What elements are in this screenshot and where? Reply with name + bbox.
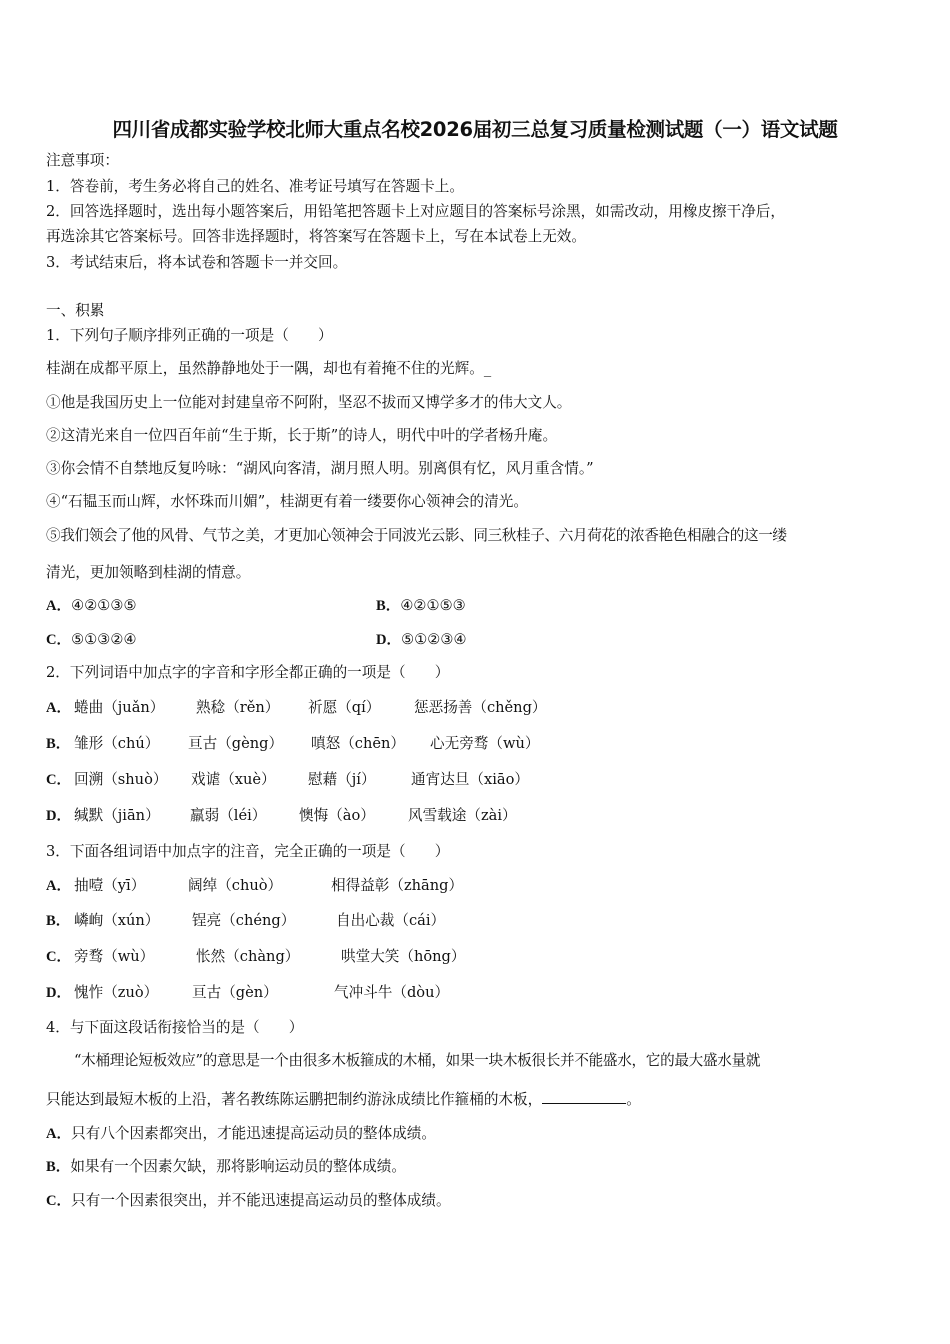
q1-option-c[interactable]: C．⑤①③②④ [46, 631, 137, 648]
notice-item-3: 3．考试结束后，将本试卷和答题卡一并交回。 [46, 254, 348, 271]
question-1-stem: 1．下列句子顺序排列正确的一项是（ ） [46, 327, 333, 344]
notice-item-2: 2．回答选择题时，选出每小题答案后，用铅笔把答题卡上对应题目的答案标号涂黑，如需改动，用橡皮擦干净后， [46, 203, 785, 220]
option-word: 自出心裁（cái） [336, 912, 446, 929]
option-word: 气冲斗牛（dòu） [334, 984, 450, 1001]
option-word: 懊悔（ào） [299, 807, 375, 824]
option-word: 熟稔（rěn） [196, 699, 280, 716]
notice-item-1: 1．答卷前，考生务必将自己的姓名、准考证号填写在答题卡上。 [46, 178, 464, 195]
option-word: 惩恶扬善（chěng） [414, 699, 547, 716]
question-4-passage: “木桶理论短板效应”的意思是一个由很多木板箍成的木桶，如果一块木板很长并不能盛水，它的最大盛水量就 [74, 1052, 761, 1069]
question-1-sentence-3: ③你会情不自禁地反复吟咏：“湖风向客清，湖月照人明。别离俱有忆，风月重含情。” [46, 460, 594, 477]
option-letter: A． [46, 878, 72, 894]
question-1-sentence-4: ④“石韫玉而山辉，水怀珠而川媚”，桂湖更有着一缕要你心领神会的清光。 [46, 493, 528, 510]
question-4-stem: 4．与下面这段话衔接恰当的是（ ） [46, 1019, 304, 1036]
q1-option-d[interactable]: D．⑤①②③④ [376, 631, 467, 648]
option-word: 嗔怒（chēn） [311, 735, 405, 752]
option-letter: B． [46, 913, 71, 929]
question-3-stem: 3．下面各组词语中加点字的注音，完全正确的一项是（ ） [46, 843, 450, 860]
option-word: 阔绰（chuò） [188, 877, 283, 894]
option-word: 嶙峋（xún） [74, 912, 160, 929]
section-heading: 一、积累 [46, 302, 105, 319]
option-word: 怅然（chàng） [196, 948, 300, 965]
answer-blank[interactable] [542, 1089, 626, 1104]
question-1-sentence-5-cont: 清光，更加领略到桂湖的情意。 [46, 564, 251, 581]
option-word: 亘古（gèng） [188, 735, 284, 752]
question-1-sentence-5: ⑤我们领会了他的风骨、气节之美，才更加心领神会于同波光云影、同三秋桂子、六月荷花的浓香艳色相融合的这一缕 [46, 527, 787, 544]
notice-heading: 注意事项： [46, 152, 119, 169]
option-word: 雏形（chú） [74, 735, 160, 752]
option-letter: C． [46, 772, 72, 788]
option-word: 亘古（gèn） [192, 984, 278, 1001]
option-word: 蜷曲（juǎn） [74, 699, 165, 716]
option-word: 戏谑（xuè） [191, 771, 276, 788]
option-word: 愧怍（zuò） [74, 984, 159, 1001]
question-1-sentence-1: ①他是我国历史上一位能对封建皇帝不阿附，坚忍不拔而又博学多才的伟大文人。 [46, 394, 572, 411]
q4-option-c[interactable]: C．只有一个因素很突出，并不能迅速提高运动员的整体成绩。 [46, 1192, 451, 1209]
option-letter: C． [46, 949, 72, 965]
q4-option-b[interactable]: B．如果有一个因素欠缺，那将影响运动员的整体成绩。 [46, 1158, 406, 1175]
option-letter: D． [46, 985, 72, 1001]
q1-option-a[interactable]: A．④②①③⑤ [46, 597, 137, 614]
q4-option-a[interactable]: A．只有八个因素都突出，才能迅速提高运动员的整体成绩。 [46, 1125, 436, 1142]
option-word: 心无旁骛（wù） [430, 735, 540, 752]
option-word: 羸弱（léi） [190, 807, 267, 824]
option-letter: B． [46, 736, 71, 752]
option-letter: D． [46, 808, 72, 824]
option-word: 锃亮（chéng） [192, 912, 296, 929]
option-word: 祈愿（qí） [308, 699, 381, 716]
option-word: 风雪载途（zài） [408, 807, 517, 824]
option-word: 缄默（jiān） [74, 807, 160, 824]
option-word: 通宵达旦（xiāo） [411, 771, 529, 788]
option-word: 抽噎（yī） [74, 877, 146, 894]
option-word: 哄堂大笑（hōng） [341, 948, 466, 965]
q1-option-b[interactable]: B．④②①⑤③ [376, 597, 466, 614]
question-2-stem: 2．下列词语中加点字的字音和字形全都正确的一项是（ ） [46, 664, 450, 681]
question-1-sentence-2: ②这清光来自一位四百年前“生于斯，长于斯”的诗人，明代中叶的学者杨升庵。 [46, 427, 558, 444]
notice-item-2-cont: 再选涂其它答案标号。回答非选择题时，将答案写在答题卡上，写在本试卷上无效。 [46, 228, 586, 245]
option-word: 相得益彰（zhāng） [331, 877, 464, 894]
question-4-passage-cont: 只能达到最短木板的上沿，著名教练陈运鹏把制约游泳成绩比作箍桶的木板， 。 [46, 1091, 641, 1108]
question-1-intro: 桂湖在成都平原上，虽然静静地处于一隅，却也有着掩不住的光辉。_ [46, 360, 492, 377]
option-word: 旁骛（wù） [74, 948, 155, 965]
option-word: 回溯（shuò） [74, 771, 168, 788]
option-letter: A． [46, 700, 72, 716]
page-title: 四川省成都实验学校北师大重点名校2026届初三总复习质量检测试题（一）语文试题 [112, 118, 838, 141]
option-word: 慰藉（jí） [308, 771, 376, 788]
